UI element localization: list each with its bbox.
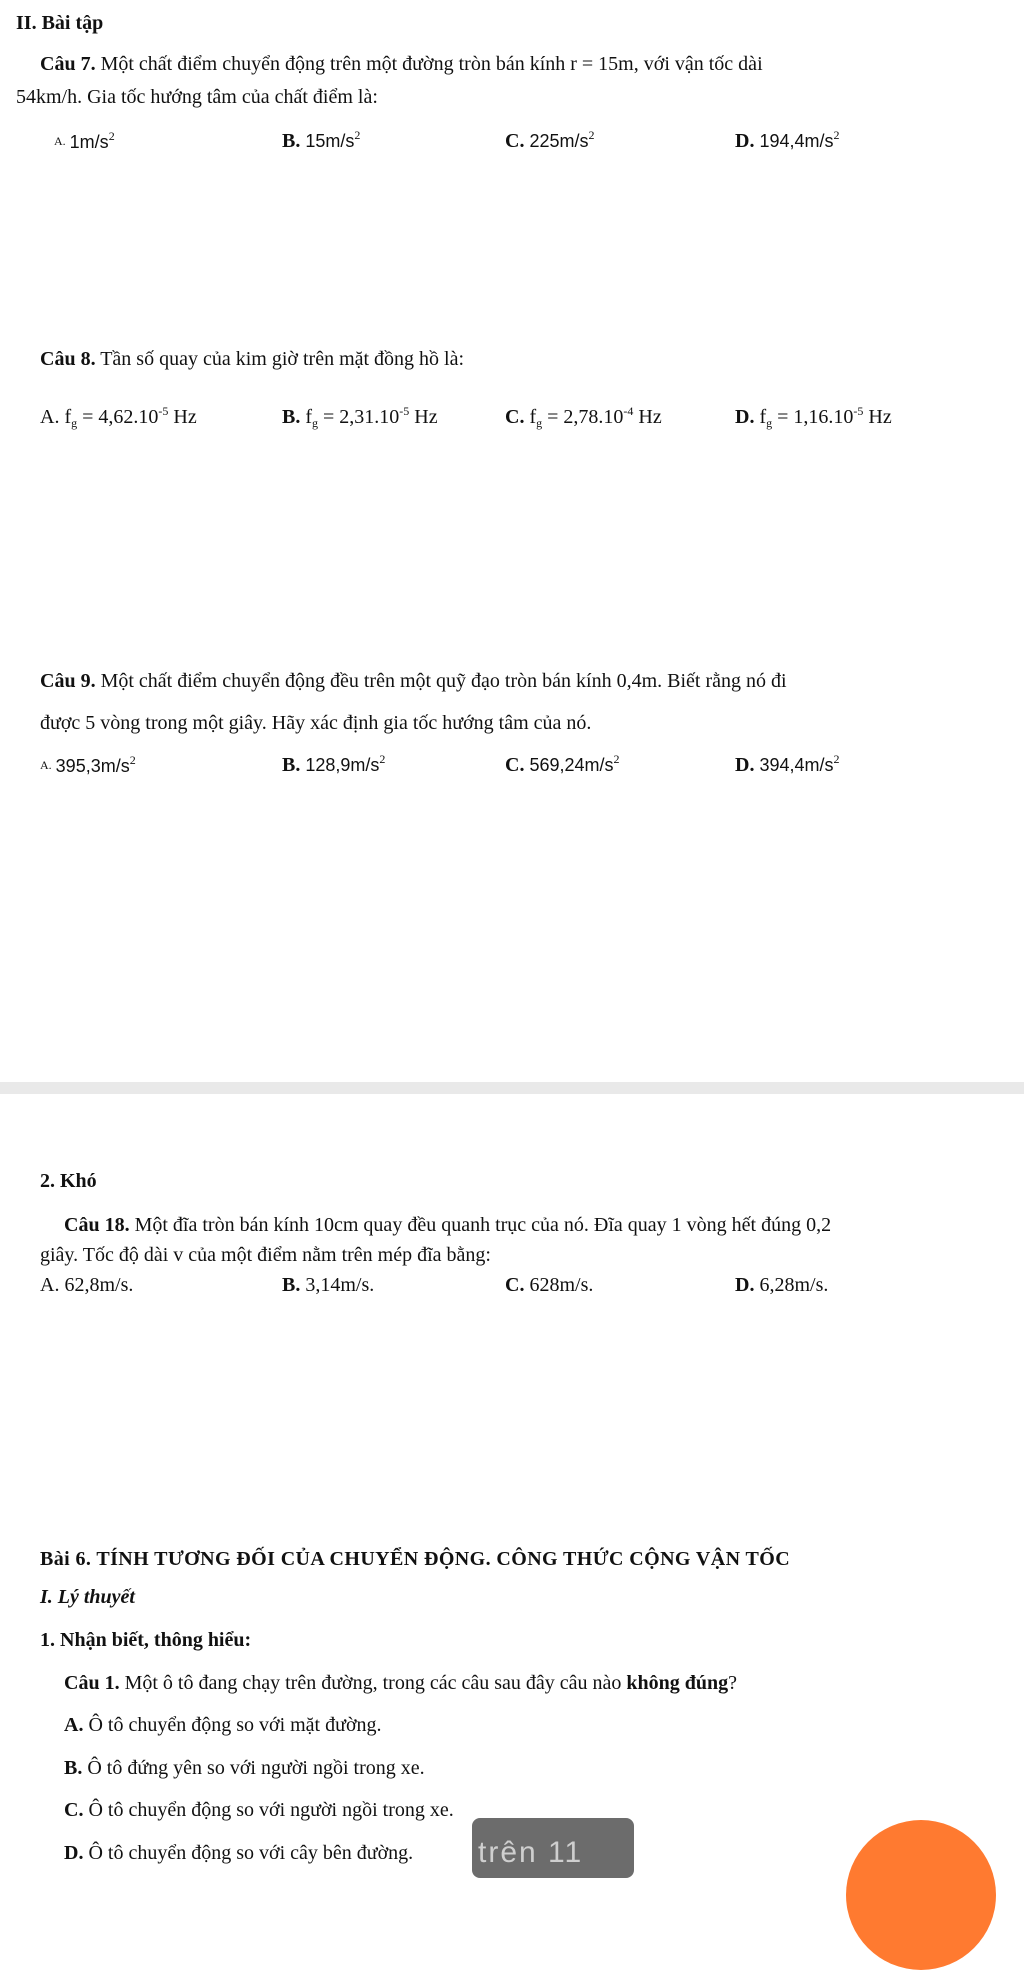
option-exponent: -5	[399, 404, 410, 418]
page-divider	[0, 1082, 1024, 1094]
q1-label: Câu 1.	[64, 1672, 120, 1694]
q1-text-post: ?	[728, 1672, 738, 1694]
option-exponent: 2	[833, 752, 840, 766]
q18-option-c	[505, 1272, 593, 1298]
frequency-subscript: g	[766, 416, 773, 430]
q7-option-c	[505, 128, 594, 154]
option-value: 395,3m/s	[55, 756, 130, 776]
q18-text-1: Một đĩa tròn bán kính 10cm quay đều quanh trục của nó. Đĩa quay 1 vòng hết đúng 0,2	[129, 1214, 832, 1236]
frequency-subscript: g	[312, 416, 319, 430]
q1-text-pre: Một ô tô đang chạy trên đường, trong các câu sau đây câu nào	[119, 1672, 627, 1694]
frequency-subscript: g	[71, 416, 78, 430]
option-key: B.	[282, 130, 301, 152]
option-exponent: 2	[613, 752, 620, 766]
q9-label: Câu 9.	[40, 670, 96, 692]
theory-title: I. Lý thuyết	[40, 1586, 135, 1608]
option-value: 6,28m/s.	[759, 1274, 829, 1296]
option-value: Ô tô đứng yên so với người ngồi trong xe.	[82, 1757, 425, 1779]
q7-text-2: 54km/h. Gia tốc hướng tâm của chất điểm là:	[16, 86, 378, 108]
q7-label: Câu 7.	[40, 53, 96, 75]
q1-option-b	[64, 1755, 425, 1781]
option-value: 2,78.10	[563, 406, 624, 428]
q8-line	[40, 346, 464, 372]
option-value: 15m/s	[305, 131, 355, 151]
option-exponent: 2	[379, 752, 386, 766]
option-key: A.	[40, 406, 60, 428]
q8-option-c: C. $f_g = 2,78.10^{-4}$ Hz	[505, 404, 662, 430]
option-key: D.	[735, 406, 755, 428]
q18-option-b	[282, 1272, 374, 1298]
option-exponent: 2	[354, 128, 361, 142]
option-value: 62,8m/s.	[64, 1274, 134, 1296]
lesson-6-title: Bài 6. TÍNH TƯƠNG ĐỐI CỦA CHUYỂN ĐỘNG. CÔNG THỨC CỘNG VẬN TỐC	[40, 1548, 791, 1570]
q1-option-c	[64, 1797, 454, 1823]
option-exponent: -5	[158, 404, 169, 418]
option-key: A.	[40, 758, 52, 772]
q9-text-2: được 5 vòng trong một giây. Hãy xác định gia tốc hướng tâm của nó.	[40, 712, 592, 734]
option-value: Ô tô chuyển động so với mặt đường.	[83, 1714, 382, 1736]
option-exponent: -4	[623, 404, 634, 418]
q18-option-d	[735, 1272, 828, 1298]
floating-action-button[interactable]	[846, 1820, 996, 1970]
q7-option-d	[735, 128, 840, 154]
option-unit: Hz	[414, 406, 438, 428]
option-key: C.	[505, 1274, 525, 1296]
q8-option-d: D. $f_g = 1,16.10^{-5}$ Hz	[735, 404, 892, 430]
frequency-symbol: f	[529, 406, 537, 428]
q7-text-1: Một chất điểm chuyển động trên một đường tròn bán kính r = 15m, với vận tốc dài	[95, 53, 763, 75]
option-exponent: -5	[853, 404, 864, 418]
q18-line-1	[64, 1212, 831, 1238]
option-key: A.	[64, 1714, 84, 1736]
option-key: B.	[282, 754, 301, 776]
option-value: 128,9m/s	[305, 755, 380, 775]
q18-text-2: giây. Tốc độ dài v của một điểm nằm trên mép đĩa bằng:	[40, 1244, 491, 1266]
q9-text-1: Một chất điểm chuyển động đều trên một quỹ đạo tròn bán kính 0,4m. Biết rằng nó đi	[95, 670, 787, 692]
option-value: 225m/s	[529, 131, 589, 151]
option-value: Ô tô chuyển động so với cây bên đường.	[83, 1842, 414, 1864]
q7-option-a	[54, 128, 115, 155]
option-unit: Hz	[868, 406, 892, 428]
option-key: C.	[505, 130, 525, 152]
frequency-symbol: f	[759, 406, 767, 428]
option-value: 1m/s	[69, 132, 109, 152]
page-indicator-tab[interactable]	[472, 1818, 634, 1878]
q9-line-1	[40, 668, 787, 694]
q7-line-1	[40, 51, 763, 77]
option-value: 569,24m/s	[529, 755, 614, 775]
q1-option-a	[64, 1712, 382, 1738]
q1-line	[64, 1670, 737, 1696]
option-key: C.	[505, 406, 525, 428]
q8-option-a: A. $f_g = 4,62.10^{-5}$ Hz	[40, 404, 197, 430]
option-value: 394,4m/s	[759, 755, 834, 775]
option-unit: Hz	[173, 406, 197, 428]
option-exponent: 2	[108, 129, 115, 143]
option-key: B.	[282, 1274, 301, 1296]
option-key: D.	[735, 1274, 755, 1296]
q9-option-d	[735, 752, 840, 778]
q8-text: Tần số quay của kim giờ trên mặt đồng hồ là:	[95, 348, 465, 370]
option-key: B.	[282, 406, 301, 428]
option-key: C.	[505, 754, 525, 776]
option-exponent: 2	[129, 753, 136, 767]
option-value: Ô tô chuyển động so với người ngồi trong xe.	[83, 1799, 454, 1821]
frequency-symbol: f	[64, 406, 72, 428]
q1-text-bold: không đúng	[626, 1672, 729, 1694]
option-key: C.	[64, 1799, 84, 1821]
option-key: D.	[735, 130, 755, 152]
level-1-title: 1. Nhận biết, thông hiểu:	[40, 1629, 252, 1651]
q9-option-a	[40, 752, 136, 779]
q7-option-b	[282, 128, 360, 154]
section-title: II. Bài tập	[16, 12, 104, 34]
q8-label: Câu 8.	[40, 348, 96, 370]
option-key: A.	[54, 134, 66, 148]
option-value: 194,4m/s	[759, 131, 834, 151]
q8-option-b: B. $f_g = 2,31.10^{-5}$ Hz	[282, 404, 438, 430]
option-key: B.	[64, 1757, 83, 1779]
option-key: D.	[735, 754, 755, 776]
option-exponent: 2	[588, 128, 595, 142]
option-key: A.	[40, 1274, 60, 1296]
option-key: D.	[64, 1842, 84, 1864]
option-unit: Hz	[638, 406, 662, 428]
option-value: 2,31.10	[339, 406, 400, 428]
q9-option-b	[282, 752, 385, 778]
q18-label: Câu 18.	[64, 1214, 130, 1236]
q1-option-d	[64, 1840, 413, 1866]
q18-option-a	[40, 1272, 133, 1298]
option-value: 1,16.10	[793, 406, 854, 428]
frequency-subscript: g	[536, 416, 543, 430]
q9-option-c	[505, 752, 620, 778]
option-exponent: 2	[833, 128, 840, 142]
part2-title: 2. Khó	[40, 1170, 97, 1192]
option-value: 4,62.10	[98, 406, 159, 428]
option-value: 3,14m/s.	[305, 1274, 375, 1296]
option-value: 628m/s.	[529, 1274, 594, 1296]
page-indicator-text: trên 11	[478, 1836, 584, 1869]
frequency-symbol: f	[305, 406, 313, 428]
